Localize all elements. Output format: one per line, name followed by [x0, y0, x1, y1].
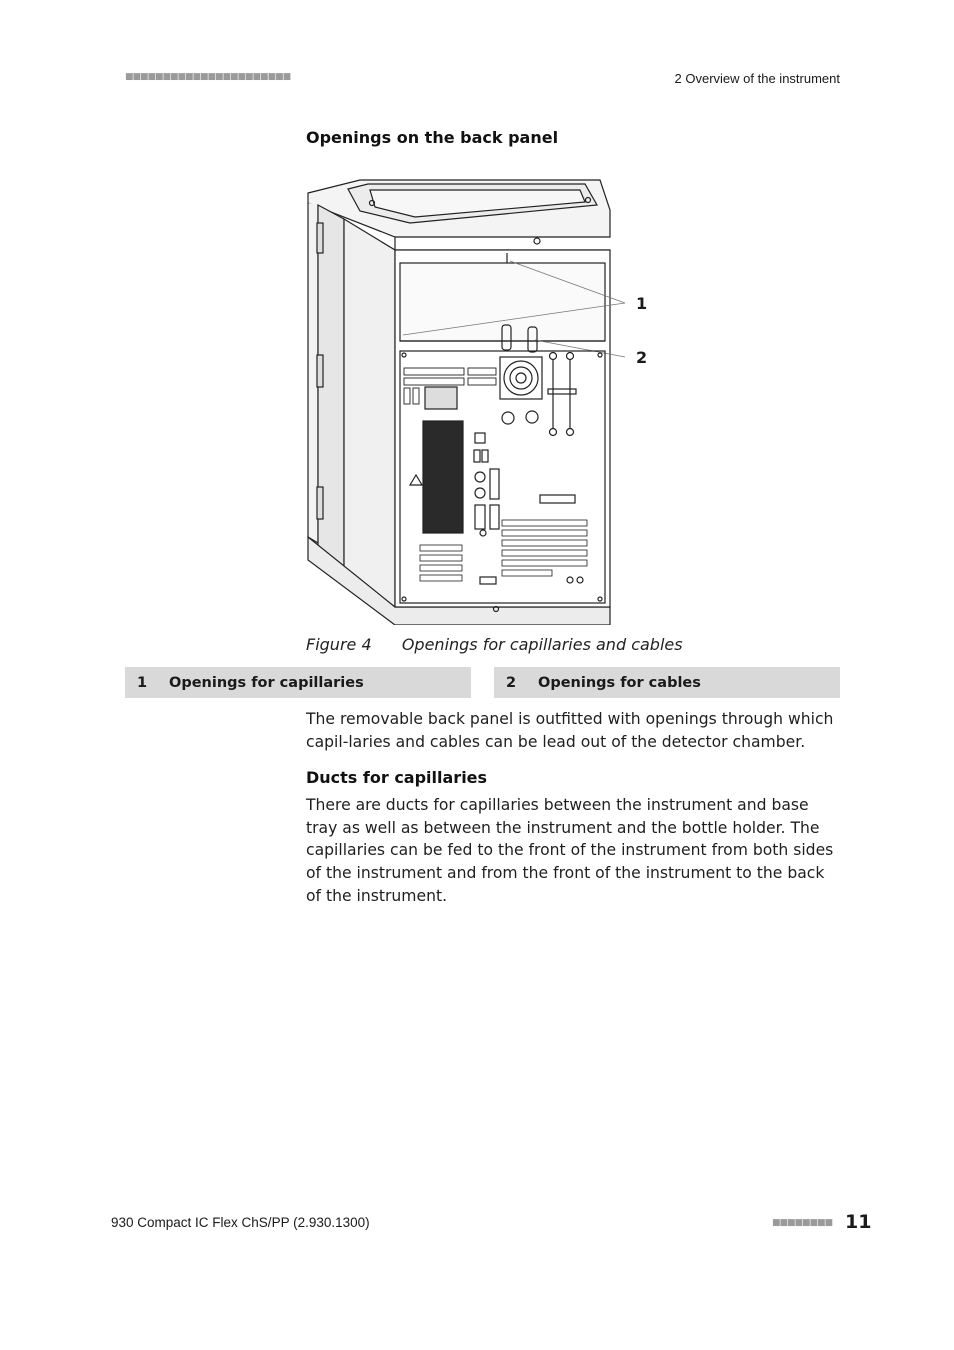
legend-item-1 [125, 667, 471, 698]
legend-text: Openings for cables [538, 674, 701, 691]
section-title: Openings on the back panel [306, 128, 559, 147]
footer-marker: ■■■■■■■■ [772, 1218, 833, 1228]
instrument-back-panel-illustration [300, 175, 660, 625]
figure-label: Figure 4 [306, 635, 372, 654]
paragraph-back-panel: The removable back panel is outfitted with openings through which capil-laries and cables can be lead out of the detector chamber. [306, 710, 834, 751]
paragraph-ducts: There are ducts for capillaries between the instrument and base tray as well as between the instrument and the bottle holder. The capillaries can be fed to the front of the instrument from both sides of the instrument and from the front of the instrument to the back of the instrument. [306, 796, 834, 905]
figure-caption-text: Openings for capillaries and cables [401, 635, 683, 654]
chapter-title: 2 Overview of the instrument [674, 71, 840, 86]
legend-text: Openings for capillaries [169, 674, 364, 691]
legend-number: 1 [137, 674, 148, 691]
subsection-title: Ducts for capillaries [306, 768, 488, 787]
legend-number: 2 [506, 674, 517, 691]
callout-2: 2 [636, 348, 648, 367]
page-number: 11 [845, 1211, 872, 1233]
header-marker: ■■■■■■■■■■■■■■■■■■■■■■ [125, 72, 291, 82]
legend-item-2 [494, 667, 840, 698]
figure-caption [306, 635, 683, 654]
callout-1: 1 [636, 294, 648, 313]
footer-product: 930 Compact IC Flex ChS/PP (2.930.1300) [111, 1215, 370, 1230]
